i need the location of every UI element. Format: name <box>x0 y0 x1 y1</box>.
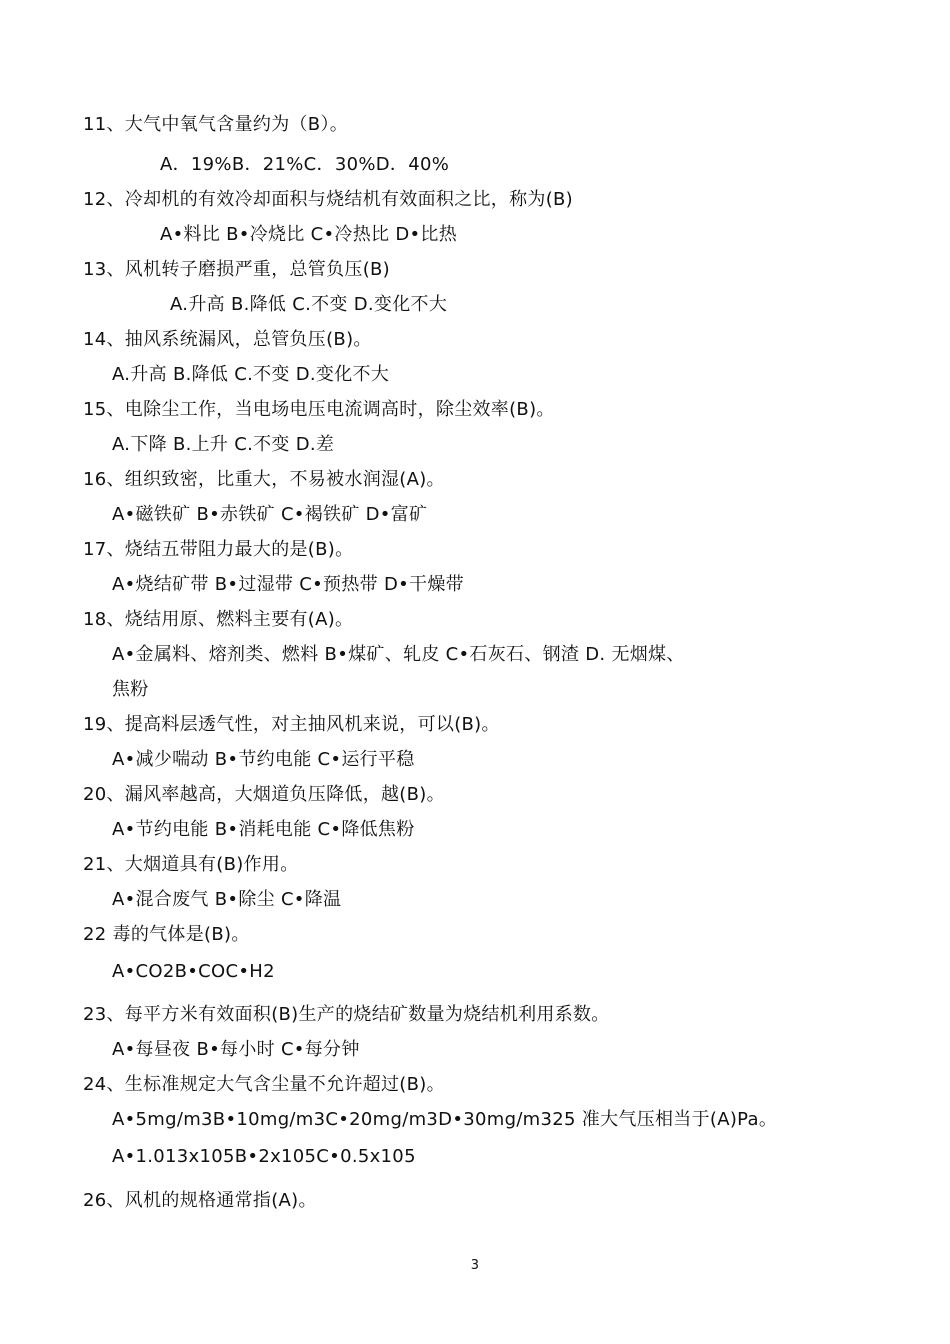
answer-options-21: A•混合废气 B•除尘 C•降温 <box>112 889 342 910</box>
question-15: 15、电除尘工作，当电场电压电流调高时，除尘效率(B)。 <box>83 399 555 420</box>
answer-options-25: A•1.013x105B•2x105C•0.5x105 <box>112 1146 416 1167</box>
answer-options-16: A•磁铁矿 B•赤铁矿 C•褐铁矿 D•富矿 <box>112 504 428 525</box>
answer-options-11: A．19%B．21%C．30%D．40% <box>160 154 450 175</box>
question-21: 21、大烟道具有(B)作用。 <box>83 854 299 875</box>
answer-options-22: A•CO2B•COC•H2 <box>112 961 275 982</box>
question-20: 20、漏风率越高，大烟道负压降低，越(B)。 <box>83 784 445 805</box>
answer-options-14: A.升高 B.降低 C.不变 D.变化不大 <box>112 364 390 385</box>
question-26: 26、风机的规格通常指(A)。 <box>83 1190 317 1211</box>
answer-options-15: A.下降 B.上升 C.不变 D.差 <box>112 434 335 455</box>
answer-options-18: A•金属料、熔剂类、燃料 B•煤矿、轧皮 C•石灰石、钢渣 D. 无烟煤、 <box>112 644 685 665</box>
question-23: 23、每平方米有效面积(B)生产的烧结矿数量为烧结机利用系数。 <box>83 1004 610 1025</box>
answer-options-12: A•料比 B•冷烧比 C•冷热比 D•比热 <box>160 224 458 245</box>
question-17: 17、烧结五带阻力最大的是(B)。 <box>83 539 354 560</box>
answer-options-13: A.升高 B.降低 C.不变 D.变化不大 <box>170 294 448 315</box>
answer-options-23: A•每昼夜 B•每小时 C•每分钟 <box>112 1039 360 1060</box>
question-22: 22 毒的气体是(B)。 <box>83 924 250 945</box>
question-19: 19、提高料层透气性，对主抽风机来说，可以(B)。 <box>83 714 500 735</box>
page-number: 3 <box>470 1258 480 1273</box>
question-18: 18、烧结用原、燃料主要有(A)。 <box>83 609 354 630</box>
answer-options-20: A•节约电能 B•消耗电能 C•降低焦粉 <box>112 819 415 840</box>
question-24: 24、生标准规定大气含尘量不允许超过(B)。 <box>83 1074 445 1095</box>
question-11: 11、大气中氧气含量约为（B）。 <box>83 114 349 135</box>
question-14: 14、抽风系统漏风，总管负压(B)。 <box>83 329 372 350</box>
question-16: 16、组织致密，比重大，不易被水润湿(A)。 <box>83 469 445 490</box>
answer-options-19: A•减少喘动 B•节约电能 C•运行平稳 <box>112 749 415 770</box>
question-13: 13、风机转子磨损严重，总管负压(B) <box>83 259 390 280</box>
answer-options-24: A•5mg/m3B•10mg/m3C•20mg/m3D•30mg/m325 准大气压相当于(A)Pa。 <box>112 1109 778 1130</box>
answer-options-18-continued: 焦粉 <box>112 679 149 700</box>
answer-options-17: A•烧结矿带 B•过湿带 C•预热带 D•干燥带 <box>112 574 464 595</box>
question-12: 12、冷却机的有效冷却面积与烧结机有效面积之比，称为(B) <box>83 189 573 210</box>
